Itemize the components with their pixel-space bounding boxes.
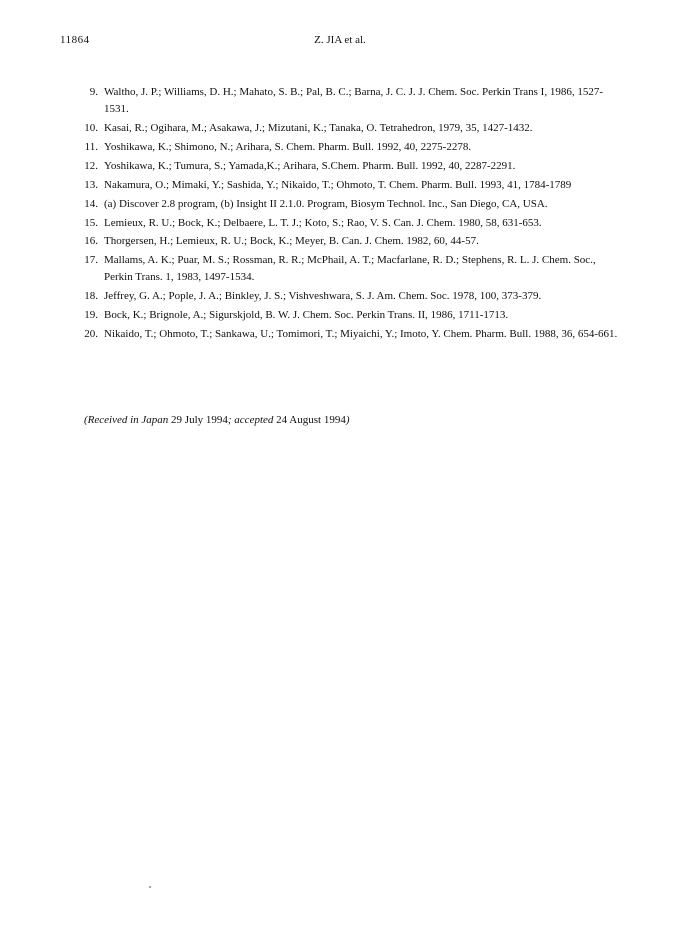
- reference-item: [84, 252, 624, 285]
- reference-text: (a) Discover 2.8 program, (b) Insight II 2.1.0. Program, Biosym Technol. Inc., San Diego, CA, USA.: [104, 197, 548, 210]
- reference-item: [84, 288, 624, 305]
- reference-number: 14.: [84, 197, 98, 210]
- reference-text: Bock, K.; Brignole, A.; Sigurskjold, B. W. J. Chem. Soc. Perkin Trans. II, 1986, 1711-1713.: [104, 309, 509, 322]
- reference-number: 17.: [84, 254, 98, 267]
- reference-number: 10.: [84, 121, 98, 134]
- reference-text: Nikaido, T.; Ohmoto, T.; Sankawa, U.; Tomimori, T.; Miyaichi, Y.; Imoto, Y. Chem. Pharm. Bull. 1988, 36, 654-661.: [104, 328, 618, 341]
- reference-item: [84, 120, 624, 137]
- reference-text: Nakamura, O.; Mimaki, Y.; Sashida, Y.; Nikaido, T.; Ohmoto, T. Chem. Pharm. Bull. 1993, 41, 1784-1789: [104, 178, 572, 191]
- reference-text: Kasai, R.; Ogihara, M.; Asakawa, J.; Mizutani, K.; Tanaka, O. Tetrahedron, 1979, 35, 1427-1432.: [104, 121, 533, 134]
- received-suffix: ): [345, 414, 350, 426]
- reference-item: [84, 196, 624, 213]
- reference-number: 13.: [84, 178, 98, 191]
- received-note: [84, 414, 350, 426]
- reference-number: 11.: [84, 140, 98, 153]
- page-header: [0, 34, 680, 50]
- reference-item: [84, 177, 624, 194]
- running-head: Z. JIA et al.: [314, 34, 366, 46]
- accepted-date: 24 August 1994: [276, 414, 346, 426]
- reference-item: [84, 84, 624, 117]
- received-middle: ; accepted: [227, 414, 277, 426]
- scan-speck: [149, 886, 151, 888]
- page-number: 11864: [60, 34, 90, 46]
- reference-text: Mallams, A. K.; Puar, M. S.; Rossman, R. R.; McPhail, A. T.; Macfarlane, R. D.; Stephens, R. L. J. Chem. Soc., Perkin Trans. 1, 1983, 1497-1534.: [104, 254, 596, 284]
- reference-item: [84, 158, 624, 175]
- reference-number: 12.: [84, 159, 98, 172]
- reference-item: [84, 233, 624, 250]
- reference-item: [84, 215, 624, 232]
- received-prefix: (Received in Japan: [84, 414, 172, 426]
- reference-number: 20.: [84, 328, 98, 341]
- reference-number: 16.: [84, 235, 98, 248]
- reference-text: Yoshikawa, K.; Tumura, S.; Yamada,K.; Arihara, S.Chem. Pharm. Bull. 1992, 40, 2287-2291.: [104, 159, 516, 172]
- reference-text: Thorgersen, H.; Lemieux, R. U.; Bock, K.; Meyer, B. Can. J. Chem. 1982, 60, 44-57.: [104, 235, 479, 248]
- reference-item: [84, 326, 624, 343]
- reference-number: 15.: [84, 216, 98, 229]
- reference-number: 18.: [84, 290, 98, 303]
- reference-list: [84, 84, 624, 345]
- reference-number: 9.: [89, 86, 98, 98]
- reference-text: Lemieux, R. U.; Bock, K.; Delbaere, L. T. J.; Koto, S.; Rao, V. S. Can. J. Chem. 1980, 58, 631-653.: [104, 216, 542, 229]
- reference-number: 19.: [84, 309, 98, 322]
- reference-text: Jeffrey, G. A.; Pople, J. A.; Binkley, J. S.; Vishveshwara, S. J. Am. Chem. Soc. 1978, 100, 373-379.: [104, 290, 542, 303]
- reference-item: [84, 307, 624, 324]
- reference-text: Waltho, J. P.; Williams, D. H.; Mahato, S. B.; Pal, B. C.; Barna, J. C. J. J. Chem. Soc. Perkin Trans I, 1986, 1527-1531.: [104, 86, 603, 115]
- reference-text: Yoshikawa, K.; Shimono, N.; Arihara, S. Chem. Pharm. Bull. 1992, 40, 2275-2278.: [104, 140, 472, 153]
- reference-item: [84, 139, 624, 156]
- received-date: 29 July 1994: [171, 414, 228, 426]
